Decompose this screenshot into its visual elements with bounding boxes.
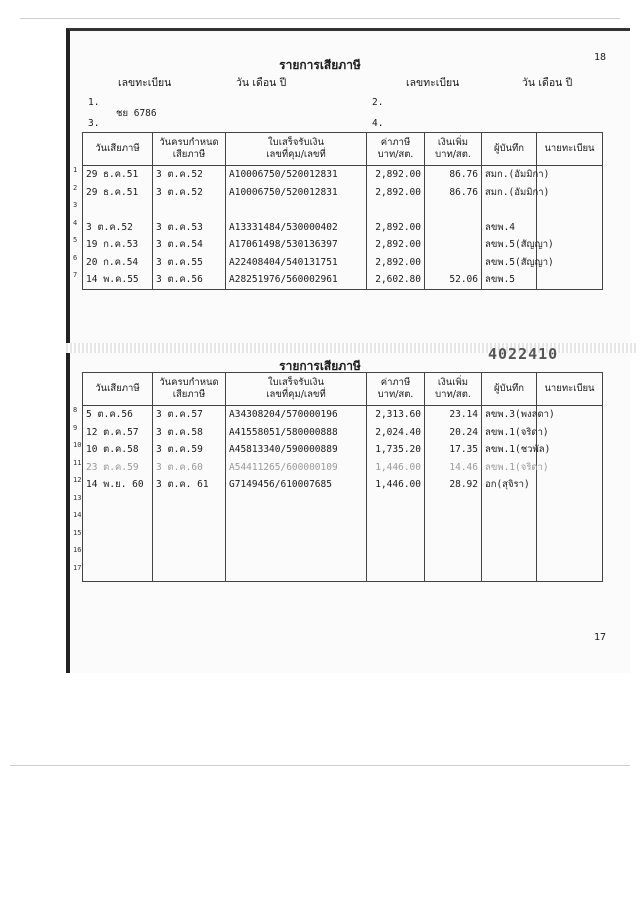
cell-receipt-text: G7149456/610007685	[229, 479, 332, 491]
cell-paid-date-text: 29 ธ.ค.51	[86, 186, 139, 198]
table-header-row	[83, 373, 603, 406]
cell-due-date-text: 3 ต.ค.58	[156, 426, 203, 438]
cell-due-date-text: 3 ต.ค.52	[156, 169, 203, 181]
cell-receipt	[226, 494, 367, 512]
cell-surcharge	[425, 166, 482, 184]
row-number: 15	[73, 528, 82, 537]
cell-recorder-text: อก(สุจิรา)	[485, 479, 530, 491]
cell-tax	[367, 254, 425, 272]
col-header-tax: ค่าภาษี บาท/สต.	[367, 133, 425, 166]
page-number-bottom: 17	[594, 632, 607, 643]
cell-registrar	[537, 271, 603, 289]
cell-tax	[367, 236, 425, 254]
tax-table-1	[73, 132, 603, 290]
row-number: 14	[73, 511, 82, 519]
cell-recorder	[482, 166, 550, 184]
cell-due-date	[153, 201, 226, 219]
cell-recorder-text: ลขพ.5(สัญญา)	[485, 256, 554, 268]
row-number: 12	[73, 476, 82, 484]
cell-receipt	[226, 254, 367, 272]
cell-recorder-text: สมก.(อัมมิกา)	[485, 186, 550, 198]
cell-tax	[367, 184, 425, 202]
col-header-paid-date: วันเสียภาษี	[83, 373, 153, 406]
cell-due-date	[153, 424, 226, 442]
cell-tax-text: 1,446.00	[375, 479, 421, 491]
cell-paid-date	[73, 563, 153, 582]
cell-paid-date	[73, 218, 153, 237]
cell-receipt	[226, 546, 367, 564]
cell-receipt-text: A28251976/560002961	[229, 274, 338, 286]
cell-tax	[367, 201, 425, 219]
cell-tax-text: 2,024.40	[375, 426, 421, 438]
table-row	[83, 406, 603, 424]
table-row	[83, 236, 603, 254]
cell-receipt-text: A17061498/530136397	[229, 239, 338, 251]
cell-registrar	[537, 476, 603, 494]
cell-due-date	[153, 441, 226, 459]
cell-receipt-text: A10006750/520012831	[229, 186, 338, 198]
cell-tax	[367, 529, 425, 547]
row-number: 6	[73, 253, 78, 262]
cell-recorder	[482, 236, 554, 254]
cell-tax	[367, 166, 425, 184]
header-label-date-2: วัน เดือน ปี	[522, 77, 573, 89]
owner-line-number: 4.	[372, 118, 384, 129]
serial-number: 4022410	[488, 345, 559, 363]
cell-due-date	[153, 564, 226, 582]
cell-receipt-text: A41558051/580000888	[229, 426, 338, 438]
cell-receipt	[226, 201, 367, 219]
cell-surcharge-text: 17.35	[449, 444, 478, 456]
section-title-tax-list-2: รายการเสียภาษี	[279, 359, 361, 373]
row-number: 11	[73, 458, 82, 467]
cell-recorder-text: ลขพ.3(พงลดา)	[485, 409, 555, 421]
cell-tax	[367, 564, 425, 582]
cell-recorder	[482, 564, 537, 582]
cell-receipt	[226, 441, 367, 459]
cell-registrar	[537, 219, 603, 237]
cell-surcharge	[425, 201, 482, 219]
cell-recorder-text: สมก.(อัมมิกา)	[485, 169, 550, 181]
cell-tax	[367, 459, 425, 477]
cell-paid-date	[73, 458, 153, 477]
cell-due-date	[153, 184, 226, 202]
cell-surcharge-text: 52.06	[449, 274, 478, 286]
row-number: 4	[73, 218, 78, 227]
cell-receipt	[226, 406, 367, 424]
cell-surcharge-text: 86.76	[449, 169, 478, 181]
cell-recorder-text: ลขพ.1(จริดา)	[485, 461, 549, 473]
cell-due-date-text: 3 ต.ค.54	[156, 239, 203, 251]
cell-recorder	[482, 441, 551, 459]
table-row	[83, 494, 603, 512]
cell-surcharge	[425, 511, 482, 529]
col-header-due-date: วันครบกำหนด เสียภาษี	[153, 373, 226, 406]
row-number: 5	[73, 236, 78, 244]
cell-registrar	[537, 564, 603, 582]
owner-line-text: ชย 6786	[116, 108, 157, 119]
row-number: 17	[73, 563, 82, 572]
cell-tax-text: 2,892.00	[375, 256, 421, 268]
cell-surcharge-text: 23.14	[449, 409, 478, 421]
table-row	[83, 201, 603, 219]
cell-surcharge	[425, 236, 482, 254]
cell-tax	[367, 219, 425, 237]
cell-receipt	[226, 219, 367, 237]
cell-paid-date-text: 12 ต.ค.57	[86, 426, 139, 438]
owner-line-number: 2.	[372, 97, 384, 108]
cell-recorder	[482, 494, 537, 512]
cell-tax	[367, 406, 425, 424]
cell-surcharge	[425, 406, 482, 424]
cell-receipt	[226, 271, 367, 289]
cell-tax	[367, 424, 425, 442]
cell-due-date-text: 3 ต.ค.55	[156, 256, 203, 268]
cell-paid-date	[73, 493, 153, 512]
col-header-recorder: ผู้บันทึก	[482, 133, 537, 166]
cell-due-date	[153, 511, 226, 529]
cell-due-date	[153, 254, 226, 272]
cell-recorder-text: ลขพ.1(จริดา)	[485, 426, 549, 438]
col-header-surcharge: เงินเพิ่ม บาท/สต.	[425, 133, 482, 166]
table-row	[83, 184, 603, 202]
cell-paid-date-text: 20 ก.ค.54	[86, 256, 139, 268]
owner-line-number: 3.	[88, 118, 100, 129]
row-number: 3	[73, 201, 78, 209]
cell-receipt-text: A22408404/540131751	[229, 256, 338, 268]
table-row	[83, 271, 603, 289]
cell-paid-date-text: 3 ต.ค.52	[86, 221, 133, 233]
cell-paid-date	[73, 528, 153, 547]
cell-tax	[367, 476, 425, 494]
cell-due-date	[153, 236, 226, 254]
cell-paid-date	[73, 441, 153, 459]
cell-due-date-text: 3 ต.ค.53	[156, 221, 203, 233]
cell-paid-date	[73, 201, 153, 219]
cell-surcharge	[425, 459, 482, 477]
cell-recorder	[482, 406, 555, 424]
cell-registrar	[537, 529, 603, 547]
cell-tax	[367, 271, 425, 289]
cell-tax-text: 2,602.80	[375, 274, 421, 286]
cell-surcharge	[425, 441, 482, 459]
cell-tax	[367, 511, 425, 529]
col-header-due-date: วันครบกำหนด เสียภาษี	[153, 133, 226, 166]
cell-recorder-text: ลขพ.1(ชวพัล)	[485, 444, 551, 456]
table-row	[83, 511, 603, 529]
cell-receipt-text: A54411265/600000109	[229, 461, 338, 473]
cell-recorder	[482, 201, 537, 219]
col-header-registrar: นายทะเบียน	[537, 133, 603, 166]
table-row	[83, 424, 603, 442]
table-row	[83, 254, 603, 272]
cell-paid-date	[73, 271, 153, 289]
cell-surcharge	[425, 219, 482, 237]
cell-recorder	[482, 254, 554, 272]
row-number: 9	[73, 423, 78, 432]
cell-due-date	[153, 459, 226, 477]
cell-registrar	[537, 546, 603, 564]
cell-due-date	[153, 546, 226, 564]
cell-recorder	[482, 424, 549, 442]
cell-paid-date-text: 19 ก.ค.53	[86, 239, 139, 251]
page-number-top: 18	[594, 52, 607, 63]
cell-tax	[367, 441, 425, 459]
header-label-date-1: วัน เดือน ปี	[236, 77, 287, 89]
cell-recorder	[482, 546, 537, 564]
col-header-recorder: ผู้บันทึก	[482, 373, 537, 406]
cell-due-date	[153, 271, 226, 289]
cell-tax-text: 2,892.00	[375, 169, 421, 181]
cell-surcharge	[425, 424, 482, 442]
section-title-tax-list: รายการเสียภาษี	[279, 58, 361, 72]
cell-due-date-text: 3 ต.ค.56	[156, 274, 203, 286]
cell-receipt	[226, 511, 367, 529]
cell-receipt	[226, 424, 367, 442]
header-label-reg-no-2: เลขทะเบียน	[406, 77, 460, 89]
cell-paid-date	[73, 166, 153, 184]
cell-receipt-text: A10006750/520012831	[229, 169, 338, 181]
row-number: 8	[73, 406, 78, 414]
cell-surcharge	[425, 564, 482, 582]
cell-surcharge	[425, 546, 482, 564]
col-header-receipt: ใบเสร็จรับเงิน เลขที่คุม/เลขที่	[226, 133, 367, 166]
cell-recorder	[482, 271, 537, 289]
cell-due-date	[153, 494, 226, 512]
cell-paid-date	[73, 511, 153, 529]
cell-receipt	[226, 476, 367, 494]
cell-tax	[367, 546, 425, 564]
cell-surcharge-text: 14.46	[449, 461, 478, 473]
tax-table-2	[73, 372, 603, 582]
cell-tax-text: 2,313.60	[375, 409, 421, 421]
cell-tax-text: 1,446.00	[375, 461, 421, 473]
cell-surcharge	[425, 271, 482, 289]
cell-recorder-text: ลขพ.5(สัญญา)	[485, 239, 554, 251]
cell-registrar	[537, 201, 603, 219]
table-row	[83, 166, 603, 184]
cell-receipt	[226, 166, 367, 184]
cell-paid-date	[73, 236, 153, 254]
cell-receipt	[226, 564, 367, 582]
cell-due-date	[153, 529, 226, 547]
cell-registrar	[537, 511, 603, 529]
col-header-paid-date: วันเสียภาษี	[83, 133, 153, 166]
cell-due-date-text: 3 ต.ค. 61	[156, 479, 209, 491]
owner-line-number: 1.	[88, 97, 100, 108]
cell-paid-date	[73, 423, 153, 442]
cell-tax-text: 2,892.00	[375, 239, 421, 251]
cell-surcharge	[425, 529, 482, 547]
table-header-row	[83, 133, 603, 166]
col-header-registrar: นายทะเบียน	[537, 373, 603, 406]
cell-tax-text: 2,892.00	[375, 186, 421, 198]
cell-due-date-text: 3 ต.ค.60	[156, 461, 203, 473]
table-row	[83, 219, 603, 237]
table-row	[83, 476, 603, 494]
cell-receipt-text: A45813340/590000889	[229, 444, 338, 456]
row-number: 13	[73, 493, 82, 502]
cell-receipt	[226, 529, 367, 547]
row-number: 7	[73, 271, 78, 279]
cell-paid-date-text: 29 ธ.ค.51	[86, 169, 139, 181]
cell-receipt-text: A13331484/530000402	[229, 221, 338, 233]
cell-due-date-text: 3 ต.ค.52	[156, 186, 203, 198]
scan-edge-line	[20, 18, 620, 19]
cell-recorder	[482, 459, 549, 477]
cell-paid-date	[73, 406, 153, 424]
cell-receipt	[226, 236, 367, 254]
cell-registrar	[537, 494, 603, 512]
table-row	[83, 564, 603, 582]
cell-recorder	[482, 476, 537, 494]
cell-surcharge-text: 28.92	[449, 479, 478, 491]
cell-paid-date	[73, 183, 153, 202]
scan-edge-line	[10, 765, 630, 766]
cell-surcharge	[425, 494, 482, 512]
cell-recorder-text: ลขพ.5	[485, 274, 516, 286]
cell-surcharge	[425, 184, 482, 202]
cell-tax-text: 2,892.00	[375, 221, 421, 233]
cell-recorder	[482, 511, 537, 529]
col-header-surcharge: เงินเพิ่ม บาท/สต.	[425, 373, 482, 406]
cell-recorder	[482, 219, 537, 237]
cell-due-date	[153, 166, 226, 184]
cell-receipt	[226, 184, 367, 202]
cell-paid-date	[73, 253, 153, 272]
cell-due-date	[153, 219, 226, 237]
table-row	[83, 459, 603, 477]
cell-due-date-text: 3 ต.ค.57	[156, 409, 203, 421]
row-number: 10	[73, 441, 82, 449]
col-header-receipt: ใบเสร็จรับเงิน เลขที่คุม/เลขที่	[226, 373, 367, 406]
row-number: 2	[73, 183, 78, 192]
cell-paid-date-text: 5 ต.ค.56	[86, 409, 133, 421]
table-row	[83, 529, 603, 547]
cell-surcharge-text: 86.76	[449, 186, 478, 198]
row-number: 1	[73, 166, 78, 174]
table-row	[83, 546, 603, 564]
cell-paid-date-text: 14 พ.ค.55	[86, 274, 139, 286]
cell-due-date	[153, 406, 226, 424]
cell-tax-text: 1,735.20	[375, 444, 421, 456]
cell-recorder-text: ลขพ.4	[485, 221, 516, 233]
cell-surcharge	[425, 254, 482, 272]
row-number: 16	[73, 546, 82, 554]
col-header-tax: ค่าภาษี บาท/สต.	[367, 373, 425, 406]
header-label-reg-no-1: เลขทะเบียน	[118, 77, 172, 89]
cell-paid-date-text: 23 ต.ค.59	[86, 461, 139, 473]
cell-surcharge-text: 20.24	[449, 426, 478, 438]
cell-surcharge	[425, 476, 482, 494]
cell-due-date	[153, 476, 226, 494]
cell-paid-date-text: 14 พ.ย. 60	[86, 479, 144, 491]
cell-receipt	[226, 459, 367, 477]
cell-paid-date	[73, 476, 153, 494]
cell-receipt-text: A34308204/570000196	[229, 409, 338, 421]
cell-recorder	[482, 529, 537, 547]
cell-paid-date	[73, 546, 153, 564]
table-row	[83, 441, 603, 459]
cell-paid-date-text: 10 ต.ค.58	[86, 444, 139, 456]
cell-tax	[367, 494, 425, 512]
cell-due-date-text: 3 ต.ค.59	[156, 444, 203, 456]
cell-recorder	[482, 184, 550, 202]
